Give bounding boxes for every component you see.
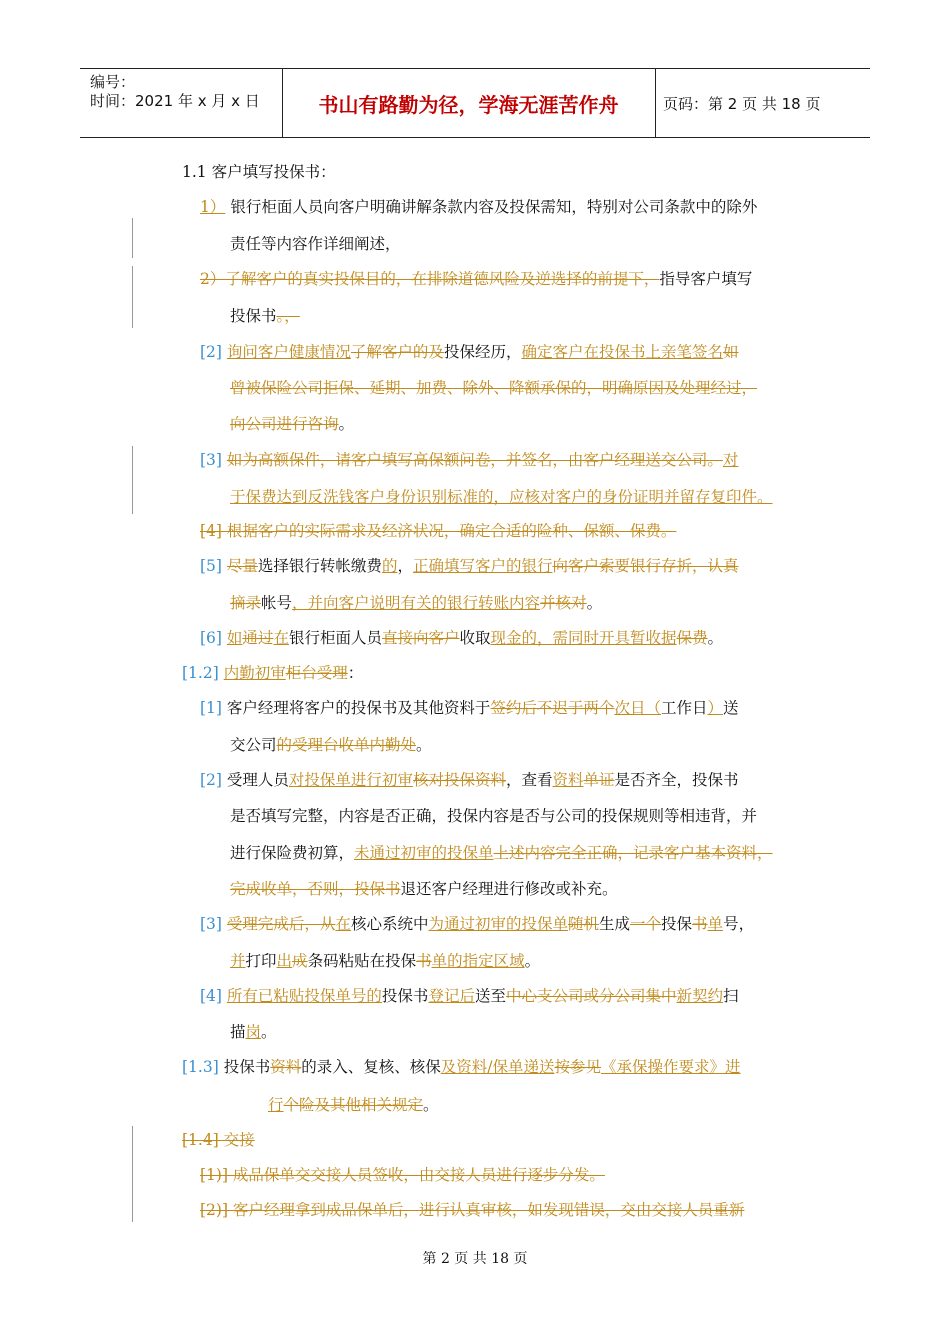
text-run: 。 bbox=[261, 1023, 277, 1041]
deleted-text: 按参见 bbox=[554, 1058, 601, 1076]
text-line bbox=[200, 342, 738, 362]
list-number: [3] bbox=[200, 451, 222, 469]
text-run: 。 bbox=[416, 736, 432, 754]
deleted-text: 直接向客户 bbox=[381, 629, 460, 647]
text-run: 银行柜面人员向客户明确讲解条款内容及投保需知，特别对公司条款中的除外 bbox=[230, 198, 758, 216]
code-label: 编号： bbox=[90, 73, 136, 91]
deleted-text: 向公司进行咨询 bbox=[230, 415, 339, 433]
list-number: [1] bbox=[200, 699, 222, 717]
text-run: 选择银行转帐缴费 bbox=[257, 557, 382, 575]
text-line bbox=[200, 197, 757, 217]
text-line bbox=[200, 556, 739, 576]
text-run: 投保 bbox=[661, 915, 693, 933]
text-line bbox=[230, 951, 540, 971]
inserted-text: 正确填写客户的银行 bbox=[412, 557, 553, 575]
deleted-text: 核对投保资料 bbox=[412, 771, 506, 789]
deleted-text: 的受理台收单内勤处 bbox=[276, 736, 417, 754]
inserted-text: 资料 bbox=[552, 771, 584, 789]
inserted-text: 对投保单进行初审 bbox=[288, 771, 413, 789]
inserted-text: 单的指定区域 bbox=[431, 952, 525, 970]
text-run: 核心系统中 bbox=[350, 915, 429, 933]
text-line: 是否填写完整，内容是否正确，投保内容是否与公司的投保规则等相违背，并 bbox=[230, 807, 758, 825]
text-run: 送 bbox=[722, 699, 739, 717]
text-run: 退还客户经理进行修改或补充。 bbox=[400, 880, 618, 898]
text-run: 。 bbox=[586, 594, 603, 612]
inserted-text: 在 bbox=[335, 915, 351, 933]
inserted-text: 出 bbox=[276, 952, 293, 970]
inserted-text: 如 bbox=[226, 629, 243, 647]
text-run: 的录入、复核、核保 bbox=[301, 1058, 441, 1076]
text-run: 扫 bbox=[723, 987, 739, 1005]
deleted-text: 完成收单，否则，投保书 bbox=[230, 880, 401, 898]
deleted-text: 签约后不迟于两个 bbox=[490, 699, 615, 717]
text-run: 投保书 bbox=[223, 1058, 271, 1076]
deleted-text: 个险及其他相关规定 bbox=[283, 1096, 424, 1114]
list-number: [3] bbox=[200, 915, 222, 933]
header-page-info: 页码：第 2 页 共 18 页 bbox=[663, 94, 821, 113]
inserted-text: 确定客户在投保书上亲笔签名 bbox=[521, 343, 723, 361]
text-line bbox=[200, 450, 738, 470]
text-run: 受理人员 bbox=[226, 771, 289, 789]
text-run: 生成 bbox=[598, 915, 630, 933]
inserted-text: 行 bbox=[268, 1096, 284, 1114]
text-run: ： bbox=[347, 664, 364, 682]
document-header bbox=[80, 68, 870, 138]
text-line bbox=[200, 269, 752, 289]
deleted-line: [2)] 客户经理拿到成品保单后，进行认真审核，如发现错误，交由交接人员重新 bbox=[200, 1201, 745, 1219]
inserted-text: 岗 bbox=[245, 1023, 262, 1041]
inserted-text: 为通过初审的投保单 bbox=[428, 915, 568, 933]
text-run: 描 bbox=[230, 1023, 246, 1041]
list-number: [5] bbox=[200, 557, 222, 575]
text-run: ， bbox=[397, 557, 413, 575]
deleted-text: 摘录 bbox=[230, 594, 262, 612]
deleted-line: 曾被保险公司拒保、延期、加费、除外、降额承保的，明确原因及处理经过， bbox=[230, 379, 758, 397]
change-bar bbox=[132, 1126, 133, 1222]
text-run: 打印 bbox=[245, 952, 277, 970]
text-run: 号， bbox=[723, 915, 755, 933]
header-motto: 书山有路勤为径，学海无涯苦作舟 bbox=[318, 92, 619, 117]
deleted-text: 保费 bbox=[676, 629, 708, 647]
page-footer: 第 2 页 共 18 页 bbox=[422, 1251, 528, 1267]
text-run: 帐号 bbox=[261, 594, 293, 612]
text-run: 投保经历， bbox=[443, 343, 522, 361]
text-line bbox=[230, 306, 300, 326]
text-line bbox=[200, 698, 739, 718]
text-run: 工作日 bbox=[660, 699, 708, 717]
text-run: 。 bbox=[423, 1096, 439, 1114]
deleted-text: 受理完成后，从 bbox=[226, 915, 336, 933]
text-line bbox=[230, 843, 773, 863]
change-bar bbox=[132, 446, 133, 514]
list-number: [4] bbox=[200, 987, 222, 1005]
inserted-text: 在 bbox=[273, 629, 289, 647]
inserted-text: 《承保操作要求》进 bbox=[600, 1058, 741, 1076]
list-number: [6] bbox=[200, 629, 222, 647]
deleted-text: 通过 bbox=[242, 629, 274, 647]
text-line bbox=[200, 986, 739, 1006]
inserted-text: 未通过初审的投保单 bbox=[354, 844, 494, 862]
header-divider bbox=[655, 69, 656, 137]
deleted-text: 上述内容完全正确，记录客户基本资料， bbox=[493, 844, 773, 862]
deleted-text: 柜台受理 bbox=[285, 664, 348, 682]
deleted-text: 尽量 bbox=[226, 557, 258, 575]
text-line bbox=[230, 414, 354, 434]
deleted-text: 一个 bbox=[630, 915, 662, 933]
deleted-text: 2）了解客户的真实投保目的，在排除道德风险及逆选择的前提下， bbox=[200, 270, 660, 288]
inserted-text: 对 bbox=[722, 451, 739, 469]
inserted-text: 的 bbox=[381, 557, 398, 575]
inserted-text: 及资料/保单递送 bbox=[440, 1058, 555, 1076]
date-label: 时间：2021 年 x 月 x 日 bbox=[90, 92, 260, 110]
text-run: 。 bbox=[707, 629, 724, 647]
inserted-text: 询问客户健康情况 bbox=[226, 343, 351, 361]
text-line bbox=[230, 735, 432, 755]
deleted-text: 如为高额保件，请客户填写高保额问卷，并签名，由客户经理送交公司。 bbox=[226, 451, 723, 469]
text-line bbox=[230, 593, 602, 613]
deleted-text: 了解客户的及 bbox=[350, 343, 444, 361]
inserted-text: ） bbox=[707, 699, 723, 717]
inserted-text: 次日（ bbox=[614, 699, 661, 717]
list-number: [2] bbox=[200, 771, 222, 789]
section-number: [1.3] bbox=[182, 1058, 219, 1076]
section-heading bbox=[182, 1057, 741, 1077]
section-heading: 1.1 客户填写投保书： bbox=[182, 163, 336, 181]
text-line bbox=[268, 1095, 439, 1115]
deleted-text: 书 bbox=[692, 915, 708, 933]
text-run: 银行柜面人员 bbox=[288, 629, 382, 647]
text-run: 投保书 bbox=[381, 987, 429, 1005]
change-bar bbox=[132, 266, 133, 328]
inserted-text: 并 bbox=[230, 952, 246, 970]
text-run: 收取 bbox=[459, 629, 491, 647]
section-heading bbox=[182, 663, 363, 683]
deleted-text: 并核对 bbox=[540, 594, 587, 612]
text-line: 责任等内容作详细阐述， bbox=[230, 235, 401, 253]
deleted-text: 资料 bbox=[270, 1058, 302, 1076]
text-run: 指导客户填写 bbox=[659, 270, 753, 288]
text-line bbox=[230, 1022, 277, 1042]
inserted-text: ，并向客户说明有关的银行转账内容 bbox=[292, 594, 541, 612]
list-number: 1） bbox=[200, 198, 226, 216]
deleted-line: [1)] 成品保单交交接人员签收，由交接人员进行逐步分发。 bbox=[200, 1166, 605, 1184]
list-number: [2] bbox=[200, 343, 222, 361]
inserted-text: 内勤初审 bbox=[223, 664, 286, 682]
inserted-text: 单 bbox=[707, 915, 724, 933]
inserted-line: 于保费达到反洗钱客户身份识别标准的，应核对客户的身份证明并留存复印件。 bbox=[230, 488, 773, 506]
deleted-text: 。， bbox=[276, 307, 300, 325]
text-run: 是否齐全，投保书 bbox=[614, 771, 739, 789]
text-line bbox=[200, 770, 739, 790]
text-run: 送至 bbox=[474, 987, 506, 1005]
text-run: 进行保险费初算， bbox=[230, 844, 355, 862]
inserted-text: 所有已粘贴投保单号的 bbox=[226, 987, 382, 1005]
inserted-text: 现金的，需同时开具暂收据 bbox=[490, 629, 677, 647]
text-run: ，查看 bbox=[505, 771, 553, 789]
inserted-text: 新契约 bbox=[676, 987, 723, 1005]
text-run: 条码粘贴在投保 bbox=[307, 952, 417, 970]
text-line bbox=[200, 628, 723, 648]
text-run: 。 bbox=[338, 415, 355, 433]
deleted-heading: [1.4] 交接 bbox=[182, 1131, 255, 1149]
text-run: 客户经理将客户的投保书及其他资料于 bbox=[226, 699, 491, 717]
deleted-text: 如 bbox=[722, 343, 739, 361]
deleted-text: 向客户索要银行存折，认真 bbox=[552, 557, 739, 575]
deleted-text: 单证 bbox=[583, 771, 615, 789]
header-meta bbox=[90, 73, 260, 111]
text-run: 投保书 bbox=[230, 307, 277, 325]
text-run: 。 bbox=[524, 952, 541, 970]
section-number: [1.2] bbox=[182, 664, 219, 682]
text-run: 交公司 bbox=[230, 736, 277, 754]
inserted-text: 登记后 bbox=[428, 987, 475, 1005]
deleted-text: 随机 bbox=[567, 915, 599, 933]
change-bar bbox=[132, 218, 133, 258]
text-line bbox=[200, 914, 754, 934]
deleted-text: 成 bbox=[292, 952, 308, 970]
deleted-text: 书 bbox=[416, 952, 432, 970]
text-line bbox=[230, 879, 618, 899]
deleted-line: [4] 根据客户的实际需求及经济状况，确定合适的险种、保额、保费。 bbox=[200, 522, 677, 540]
deleted-text: 中心支公司或分公司集中 bbox=[505, 987, 677, 1005]
